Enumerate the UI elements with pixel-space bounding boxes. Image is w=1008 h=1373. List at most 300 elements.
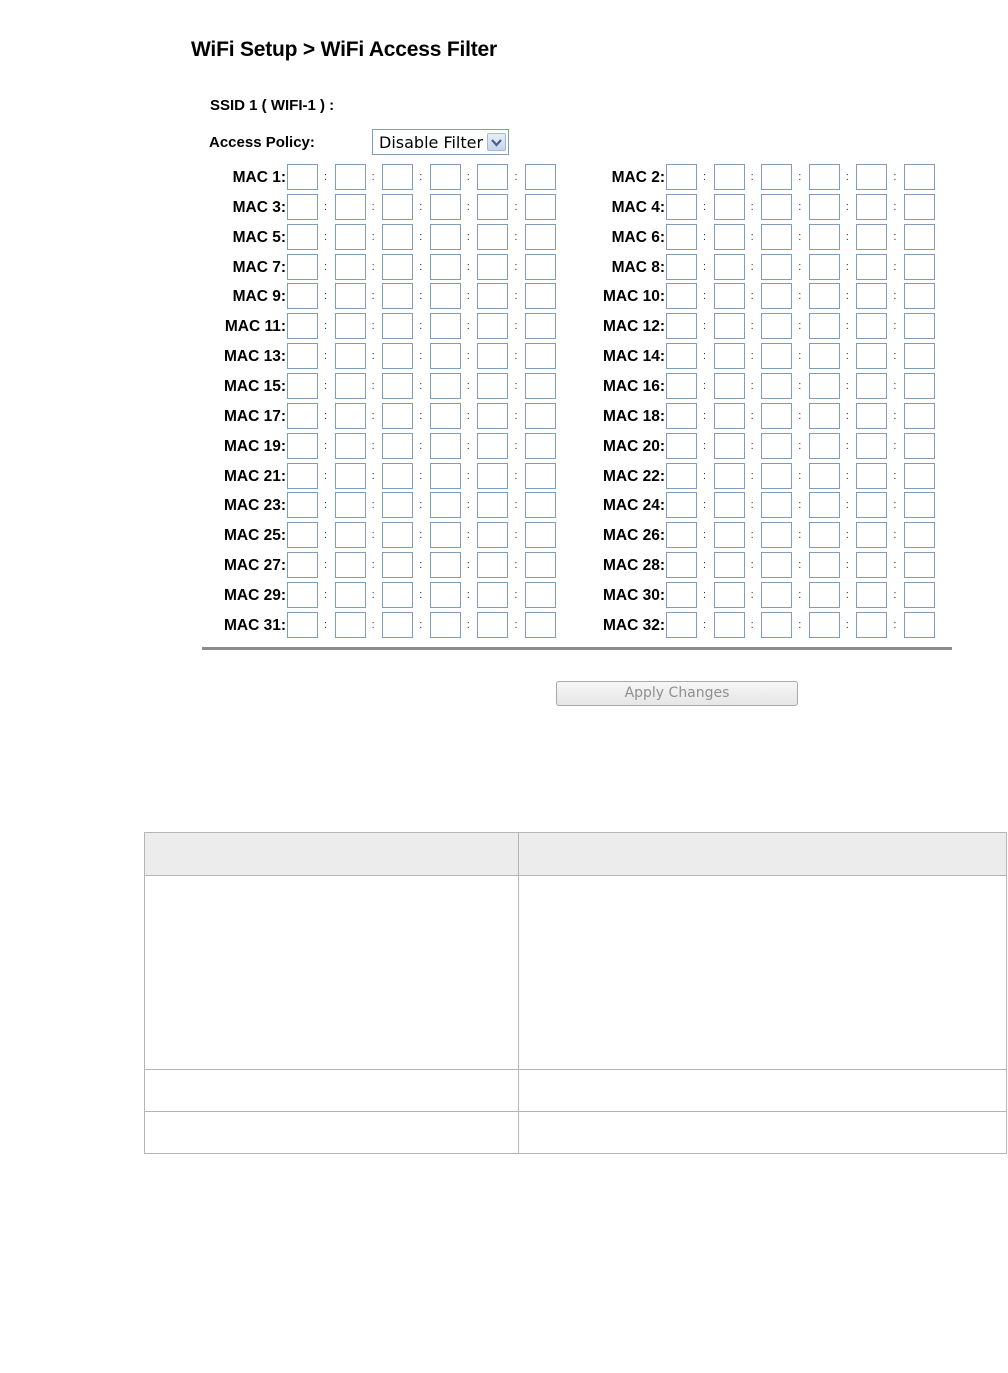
mac-octet-input[interactable] — [382, 224, 413, 250]
mac-octet-input[interactable] — [856, 164, 887, 190]
mac-octet-input[interactable] — [335, 433, 366, 459]
mac-separator: : — [703, 529, 707, 542]
mac-separator: : — [893, 200, 897, 213]
mac-separator: : — [419, 350, 423, 363]
mac-octet-input[interactable] — [856, 492, 887, 518]
mac-octet-input[interactable] — [666, 403, 697, 429]
mac-octet-input[interactable] — [856, 373, 887, 399]
mac-separator: : — [371, 529, 375, 542]
mac-separator: : — [703, 290, 707, 303]
mac-octet-input[interactable] — [856, 224, 887, 250]
mac-octet-input[interactable] — [335, 283, 366, 309]
mac-octet-input[interactable] — [666, 373, 697, 399]
mac-octet-input[interactable] — [809, 522, 840, 548]
mac-separator: : — [466, 529, 470, 542]
mac-separator: : — [466, 559, 470, 572]
mac-octet-input[interactable] — [335, 224, 366, 250]
mac-octet-input[interactable] — [761, 463, 792, 489]
mac-octet-input[interactable] — [477, 492, 508, 518]
mac-octet-input[interactable] — [525, 194, 556, 220]
mac-octet-input[interactable] — [856, 283, 887, 309]
mac-octet-input[interactable] — [382, 522, 413, 548]
mac-octet-input[interactable] — [287, 403, 318, 429]
mac-octet-input[interactable] — [287, 313, 318, 339]
mac-label: MAC 29: — [223, 586, 286, 604]
mac-octet-input[interactable] — [904, 463, 935, 489]
mac-octet-input[interactable] — [856, 313, 887, 339]
mac-octet-input[interactable] — [525, 433, 556, 459]
mac-octet-input[interactable] — [761, 522, 792, 548]
mac-octet-input[interactable] — [382, 283, 413, 309]
mac-octet-input[interactable] — [382, 343, 413, 369]
mac-octet-input[interactable] — [287, 582, 318, 608]
mac-octet-input[interactable] — [525, 283, 556, 309]
mac-octet-input[interactable] — [761, 313, 792, 339]
mac-separator: : — [419, 320, 423, 333]
mac-label: MAC 17: — [223, 407, 286, 425]
mac-label: MAC 8: — [611, 258, 665, 276]
mac-octet-input[interactable] — [430, 492, 461, 518]
mac-octet-input[interactable] — [714, 522, 745, 548]
mac-octet-input[interactable] — [287, 492, 318, 518]
mac-octet-input[interactable] — [714, 283, 745, 309]
mac-octet-input[interactable] — [477, 343, 508, 369]
mac-octet-input[interactable] — [761, 194, 792, 220]
mac-octet-input[interactable] — [666, 224, 697, 250]
mac-octet-input[interactable] — [335, 612, 366, 638]
mac-octet-input[interactable] — [714, 373, 745, 399]
mac-octet-input[interactable] — [430, 283, 461, 309]
mac-octet-input[interactable] — [714, 224, 745, 250]
mac-separator: : — [324, 290, 328, 303]
mac-octet-input[interactable] — [477, 582, 508, 608]
mac-separator: : — [845, 588, 849, 601]
mac-separator: : — [419, 409, 423, 422]
mac-label: MAC 23: — [223, 497, 286, 515]
mac-octet-input[interactable] — [809, 283, 840, 309]
mac-octet-input[interactable] — [335, 373, 366, 399]
mac-octet-input[interactable] — [287, 552, 318, 578]
mac-octet-input[interactable] — [430, 254, 461, 280]
mac-octet-input[interactable] — [287, 254, 318, 280]
mac-octet-input[interactable] — [382, 403, 413, 429]
mac-octet-input[interactable] — [666, 492, 697, 518]
mac-octet-input[interactable] — [761, 612, 792, 638]
mac-octet-input[interactable] — [477, 463, 508, 489]
mac-separator: : — [371, 588, 375, 601]
mac-octet-input[interactable] — [477, 552, 508, 578]
mac-octet-input[interactable] — [714, 463, 745, 489]
mac-octet-input[interactable] — [382, 463, 413, 489]
mac-octet-input[interactable] — [287, 224, 318, 250]
mac-octet-input[interactable] — [666, 343, 697, 369]
mac-separator: : — [703, 469, 707, 482]
mac-separator: : — [750, 260, 754, 273]
mac-octet-input[interactable] — [335, 343, 366, 369]
mac-separator: : — [893, 379, 897, 392]
mac-separator: : — [514, 618, 518, 631]
mac-octet-input[interactable] — [904, 433, 935, 459]
mac-octet-input[interactable] — [809, 194, 840, 220]
mac-octet-input[interactable] — [856, 463, 887, 489]
mac-octet-input[interactable] — [335, 403, 366, 429]
mac-octet-input[interactable] — [430, 194, 461, 220]
mac-separator: : — [845, 529, 849, 542]
mac-octet-input[interactable] — [382, 164, 413, 190]
mac-separator: : — [324, 618, 328, 631]
mac-octet-input[interactable] — [335, 582, 366, 608]
mac-octet-input[interactable] — [382, 373, 413, 399]
mac-octet-input[interactable] — [761, 582, 792, 608]
mac-octet-input[interactable] — [666, 552, 697, 578]
mac-octet-input[interactable] — [761, 403, 792, 429]
mac-octet-input[interactable] — [856, 552, 887, 578]
mac-separator: : — [845, 559, 849, 572]
mac-octet-input[interactable] — [430, 373, 461, 399]
mac-octet-input[interactable] — [666, 194, 697, 220]
mac-label: MAC 16: — [602, 377, 665, 395]
mac-octet-input[interactable] — [382, 433, 413, 459]
mac-octet-input[interactable] — [335, 552, 366, 578]
mac-octet-input[interactable] — [525, 373, 556, 399]
mac-separator: : — [419, 290, 423, 303]
mac-octet-input[interactable] — [761, 164, 792, 190]
mac-octet-input[interactable] — [287, 433, 318, 459]
table-cell — [145, 1112, 519, 1154]
mac-separator: : — [466, 469, 470, 482]
mac-octet-input[interactable] — [335, 492, 366, 518]
mac-octet-input[interactable] — [714, 612, 745, 638]
mac-octet-input[interactable] — [714, 164, 745, 190]
mac-separator: : — [324, 559, 328, 572]
mac-octet-input[interactable] — [809, 582, 840, 608]
mac-octet-input[interactable] — [761, 254, 792, 280]
mac-octet-input[interactable] — [856, 403, 887, 429]
mac-separator: : — [750, 171, 754, 183]
table-cell — [519, 1070, 1007, 1112]
mac-octet-input[interactable] — [809, 463, 840, 489]
mac-label: MAC 2: — [611, 169, 665, 186]
mac-octet-input[interactable] — [809, 492, 840, 518]
mac-octet-input[interactable] — [430, 403, 461, 429]
mac-octet-input[interactable] — [809, 612, 840, 638]
mac-separator: : — [703, 409, 707, 422]
mac-separator: : — [798, 350, 802, 363]
mac-octet-input[interactable] — [666, 522, 697, 548]
mac-octet-input[interactable] — [761, 224, 792, 250]
mac-octet-input[interactable] — [666, 612, 697, 638]
mac-octet-input[interactable] — [430, 552, 461, 578]
mac-separator: : — [419, 499, 423, 512]
mac-separator: : — [893, 409, 897, 422]
mac-octet-input[interactable] — [477, 194, 508, 220]
mac-separator: : — [324, 409, 328, 422]
mac-octet-input[interactable] — [904, 373, 935, 399]
mac-octet-input[interactable] — [477, 164, 508, 190]
mac-label: MAC 4: — [611, 198, 665, 216]
mac-label: MAC 12: — [602, 318, 665, 336]
mac-separator: : — [514, 409, 518, 422]
mac-separator: : — [893, 469, 897, 482]
mac-octet-input[interactable] — [382, 552, 413, 578]
mac-separator: : — [419, 200, 423, 213]
mac-octet-input[interactable] — [666, 582, 697, 608]
apply-changes-button[interactable]: Apply Changes — [556, 681, 798, 706]
mac-separator: : — [419, 171, 423, 183]
mac-separator: : — [893, 230, 897, 243]
mac-octet-input[interactable] — [904, 313, 935, 339]
mac-separator: : — [798, 409, 802, 422]
mac-octet-input[interactable] — [714, 433, 745, 459]
mac-separator: : — [798, 499, 802, 512]
mac-separator: : — [798, 588, 802, 601]
mac-octet-input[interactable] — [477, 313, 508, 339]
mac-separator: : — [466, 171, 470, 183]
mac-octet-input[interactable] — [525, 164, 556, 190]
mac-octet-input[interactable] — [856, 254, 887, 280]
mac-separator: : — [893, 439, 897, 452]
mac-separator: : — [845, 350, 849, 363]
table-cell — [519, 833, 1007, 876]
mac-separator: : — [419, 559, 423, 572]
dropdown-arrow-icon[interactable] — [487, 133, 506, 151]
mac-octet-input[interactable] — [382, 612, 413, 638]
mac-octet-input[interactable] — [809, 433, 840, 459]
mac-separator: : — [703, 379, 707, 392]
mac-label: MAC 9: — [232, 288, 286, 306]
mac-separator: : — [845, 409, 849, 422]
mac-octet-input[interactable] — [904, 343, 935, 369]
mac-octet-input[interactable] — [287, 283, 318, 309]
mac-separator: : — [324, 171, 328, 183]
mac-octet-input[interactable] — [761, 343, 792, 369]
mac-separator: : — [703, 171, 707, 183]
mac-octet-input[interactable] — [477, 254, 508, 280]
mac-octet-input[interactable] — [525, 463, 556, 489]
mac-label: MAC 28: — [602, 557, 665, 575]
mac-octet-input[interactable] — [856, 343, 887, 369]
mac-octet-input[interactable] — [714, 313, 745, 339]
mac-octet-input[interactable] — [525, 612, 556, 638]
mac-separator: : — [324, 499, 328, 512]
mac-separator: : — [750, 588, 754, 601]
mac-octet-input[interactable] — [525, 313, 556, 339]
mac-octet-input[interactable] — [761, 283, 792, 309]
mac-octet-input[interactable] — [666, 164, 697, 190]
mac-octet-input[interactable] — [525, 403, 556, 429]
mac-separator: : — [750, 439, 754, 452]
mac-separator: : — [845, 439, 849, 452]
mac-octet-input[interactable] — [477, 283, 508, 309]
mac-label: MAC 15: — [223, 377, 286, 395]
mac-octet-input[interactable] — [904, 522, 935, 548]
mac-octet-input[interactable] — [856, 522, 887, 548]
mac-separator: : — [371, 618, 375, 631]
mac-octet-input[interactable] — [430, 522, 461, 548]
mac-octet-input[interactable] — [714, 403, 745, 429]
mac-octet-input[interactable] — [666, 283, 697, 309]
mac-octet-input[interactable] — [335, 463, 366, 489]
mac-separator: : — [324, 469, 328, 482]
mac-octet-input[interactable] — [904, 164, 935, 190]
mac-separator: : — [466, 379, 470, 392]
mac-separator: : — [514, 499, 518, 512]
mac-octet-input[interactable] — [904, 194, 935, 220]
mac-separator: : — [893, 618, 897, 631]
mac-octet-input[interactable] — [335, 164, 366, 190]
mac-octet-input[interactable] — [525, 224, 556, 250]
mac-octet-input[interactable] — [809, 313, 840, 339]
mac-octet-input[interactable] — [714, 254, 745, 280]
mac-octet-input[interactable] — [525, 582, 556, 608]
mac-separator: : — [371, 320, 375, 333]
mac-octet-input[interactable] — [809, 254, 840, 280]
mac-octet-input[interactable] — [856, 433, 887, 459]
mac-octet-input[interactable] — [430, 612, 461, 638]
mac-octet-input[interactable] — [904, 612, 935, 638]
mac-separator: : — [798, 260, 802, 273]
mac-separator: : — [893, 588, 897, 601]
mac-octet-input[interactable] — [430, 433, 461, 459]
mac-octet-input[interactable] — [525, 522, 556, 548]
mac-octet-input[interactable] — [525, 492, 556, 518]
mac-label: MAC 7: — [232, 258, 286, 276]
mac-octet-input[interactable] — [761, 552, 792, 578]
mac-octet-input[interactable] — [904, 254, 935, 280]
mac-octet-input[interactable] — [809, 552, 840, 578]
mac-separator: : — [845, 379, 849, 392]
access-policy-select[interactable] — [372, 129, 509, 155]
mac-octet-input[interactable] — [809, 373, 840, 399]
mac-octet-input[interactable] — [382, 492, 413, 518]
mac-octet-input[interactable] — [430, 343, 461, 369]
mac-octet-input[interactable] — [856, 194, 887, 220]
mac-separator: : — [798, 320, 802, 333]
mac-octet-input[interactable] — [430, 164, 461, 190]
mac-separator: : — [324, 588, 328, 601]
mac-octet-input[interactable] — [477, 522, 508, 548]
mac-octet-input[interactable] — [904, 582, 935, 608]
mac-separator: : — [750, 290, 754, 303]
mac-octet-input[interactable] — [287, 343, 318, 369]
mac-octet-input[interactable] — [525, 343, 556, 369]
mac-octet-input[interactable] — [904, 283, 935, 309]
mac-separator: : — [845, 230, 849, 243]
mac-octet-input[interactable] — [809, 224, 840, 250]
mac-octet-input[interactable] — [761, 373, 792, 399]
mac-octet-input[interactable] — [714, 552, 745, 578]
mac-octet-input[interactable] — [335, 254, 366, 280]
mac-separator: : — [514, 200, 518, 213]
mac-octet-input[interactable] — [666, 313, 697, 339]
mac-octet-input[interactable] — [430, 313, 461, 339]
mac-octet-input[interactable] — [714, 492, 745, 518]
mac-separator: : — [845, 618, 849, 631]
mac-label: MAC 14: — [602, 348, 665, 366]
mac-separator: : — [514, 260, 518, 273]
mac-octet-input[interactable] — [382, 582, 413, 608]
mac-octet-input[interactable] — [809, 343, 840, 369]
mac-octet-input[interactable] — [335, 522, 366, 548]
mac-label: MAC 10: — [602, 288, 665, 306]
mac-octet-input[interactable] — [477, 433, 508, 459]
mac-octet-input[interactable] — [761, 433, 792, 459]
mac-octet-input[interactable] — [904, 552, 935, 578]
mac-label: MAC 1: — [232, 169, 286, 186]
mac-octet-input[interactable] — [809, 403, 840, 429]
mac-separator: : — [845, 171, 849, 183]
mac-octet-input[interactable] — [714, 582, 745, 608]
mac-octet-input[interactable] — [904, 403, 935, 429]
mac-octet-input[interactable] — [809, 164, 840, 190]
mac-label: MAC 3: — [232, 198, 286, 216]
mac-octet-input[interactable] — [714, 194, 745, 220]
mac-octet-input[interactable] — [430, 582, 461, 608]
mac-octet-input[interactable] — [477, 612, 508, 638]
mac-separator: : — [419, 230, 423, 243]
mac-octet-input[interactable] — [904, 492, 935, 518]
mac-separator: : — [371, 230, 375, 243]
mac-label: MAC 13: — [223, 348, 286, 366]
mac-label: MAC 26: — [602, 527, 665, 545]
mac-separator: : — [750, 559, 754, 572]
mac-octet-input[interactable] — [856, 612, 887, 638]
mac-octet-input[interactable] — [287, 522, 318, 548]
mac-octet-input[interactable] — [904, 224, 935, 250]
mac-octet-input[interactable] — [287, 373, 318, 399]
mac-octet-input[interactable] — [382, 313, 413, 339]
mac-octet-input[interactable] — [430, 463, 461, 489]
table-header-row — [145, 833, 1007, 876]
mac-octet-input[interactable] — [477, 373, 508, 399]
table-row — [145, 1112, 1007, 1154]
mac-label: MAC 21: — [223, 467, 286, 485]
mac-octet-input[interactable] — [382, 254, 413, 280]
mac-separator: : — [750, 320, 754, 333]
mac-octet-input[interactable] — [335, 194, 366, 220]
mac-octet-input[interactable] — [335, 313, 366, 339]
mac-octet-input[interactable] — [525, 254, 556, 280]
mac-separator: : — [845, 200, 849, 213]
mac-octet-input[interactable] — [666, 463, 697, 489]
access-policy-selected-value: Disable Filter — [379, 133, 484, 152]
mac-separator: : — [798, 559, 802, 572]
mac-octet-input[interactable] — [666, 254, 697, 280]
table-row — [145, 1070, 1007, 1112]
mac-separator: : — [324, 320, 328, 333]
mac-octet-input[interactable] — [761, 492, 792, 518]
mac-octet-input[interactable] — [477, 403, 508, 429]
mac-octet-input[interactable] — [382, 194, 413, 220]
mac-octet-input[interactable] — [287, 612, 318, 638]
mac-separator: : — [893, 529, 897, 542]
mac-separator: : — [371, 409, 375, 422]
mac-separator: : — [514, 559, 518, 572]
mac-octet-input[interactable] — [287, 194, 318, 220]
mac-octet-input[interactable] — [714, 343, 745, 369]
mac-octet-input[interactable] — [430, 224, 461, 250]
mac-octet-input[interactable] — [287, 463, 318, 489]
mac-separator: : — [750, 200, 754, 213]
mac-label: MAC 24: — [602, 497, 665, 515]
mac-octet-input[interactable] — [287, 164, 318, 190]
mac-octet-input[interactable] — [525, 552, 556, 578]
mac-octet-input[interactable] — [666, 433, 697, 459]
mac-separator: : — [703, 230, 707, 243]
mac-octet-input[interactable] — [477, 224, 508, 250]
mac-octet-input[interactable] — [856, 582, 887, 608]
mac-separator: : — [371, 171, 375, 183]
